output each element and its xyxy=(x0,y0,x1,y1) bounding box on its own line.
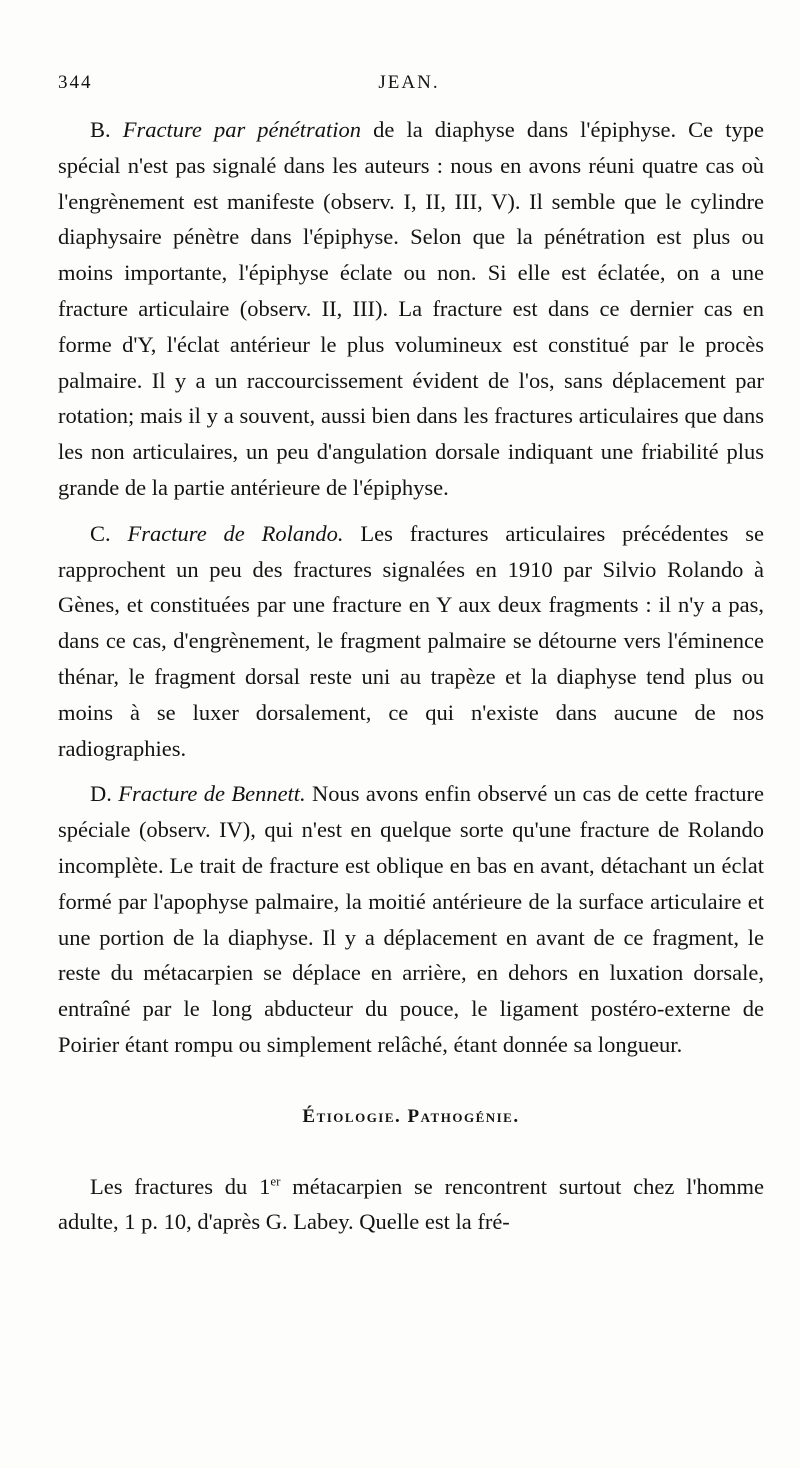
paragraph-title: Fracture de Bennett. xyxy=(118,781,306,807)
paragraph-text: Les fractures articulaires précédentes se rapprochent un peu des fractures signalées en 1910 par Silvio Rolando à Gènes, et constituées par une fracture en Y aux deux fragments : il n'y a pas, dans ce cas, d'engrènement, le fragment palmaire se détourne vers l'éminence thénar, le fragment dorsal reste uni au trapèze et la diaphyse tend plus ou moins à se luxer dorsalement, ce qui n'existe dans aucune de nos radiographies. xyxy=(58,520,764,761)
page-header xyxy=(58,72,760,102)
paragraph-title: Fracture par pénétration xyxy=(122,117,362,142)
ordinal-superscript: er xyxy=(270,1173,281,1189)
running-head: JEAN. xyxy=(378,72,440,93)
page-number: 344 xyxy=(58,72,93,93)
paragraph-fracture-rolando xyxy=(58,516,764,767)
paragraph-etiologie xyxy=(58,1169,764,1241)
paragraph-text: de la diaphyse dans l'épiphyse. Ce type spécial n'est pas signalé dans les auteurs : nous en avons réuni quatre cas où l'engrènement est manifeste (observ. I, II, III, V). Il semble que le cylindre diaphysaire pénètre dans l'épiphyse. Selon que la pénétration est plus ou moins importante, l'épiphyse éclate ou non. Si elle est éclatée, on a une fracture articulaire (observ. II, III). La fracture est dans ce dernier cas en forme d'Y, l'éclat antérieur le plus volumineux est constitué par le procès palmaire. Il y a un raccourcissement évident de l'os, sans déplacement par rotation; mais il y a souvent, aussi bien dans les fractures articulaires que dans les non articulaires, un peu d'angulation dorsale indiquant une friabilité plus grande de la partie antérieure de l'épiphyse. xyxy=(58,117,764,500)
paragraph-text-start: Les fractures du 1 xyxy=(90,1173,271,1199)
paragraph-text: Nous avons enfin observé un cas de cette fracture spéciale (observ. IV), qui n'est en quelque sorte qu'une fracture de Rolando incomplète. Le trait de fracture est oblique en bas en avant, détachant un éclat formé par l'apophyse palmaire, la moitié antérieure de la surface articulaire et une portion de la diaphyse. Il y a déplacement en avant de ce fragment, le reste du métacarpien se déplace en arrière, en dehors en luxation dorsale, entraîné par le long abducteur du pouce, le ligament postéro-externe de Poirier étant rompu ou simplement relâché, étant donnée sa longueur. xyxy=(58,781,764,1057)
paragraph-text-end: métacarpien se rencontrent surtout chez l'homme adulte, 1 p. 10, d'après G. Labey. Quelle est la fré- xyxy=(58,1173,764,1235)
paragraph-fracture-bennett xyxy=(58,776,764,1062)
paragraph-letter: D. xyxy=(90,781,112,807)
paragraph-letter: C. xyxy=(90,520,111,546)
paragraph-fracture-penetration xyxy=(58,112,764,506)
paragraph-title: Fracture de Rolando. xyxy=(127,520,344,546)
section-heading: Étiologie. Pathogénie. xyxy=(302,1105,520,1127)
paragraph-letter: B. xyxy=(90,117,111,142)
body-text xyxy=(58,112,764,1240)
